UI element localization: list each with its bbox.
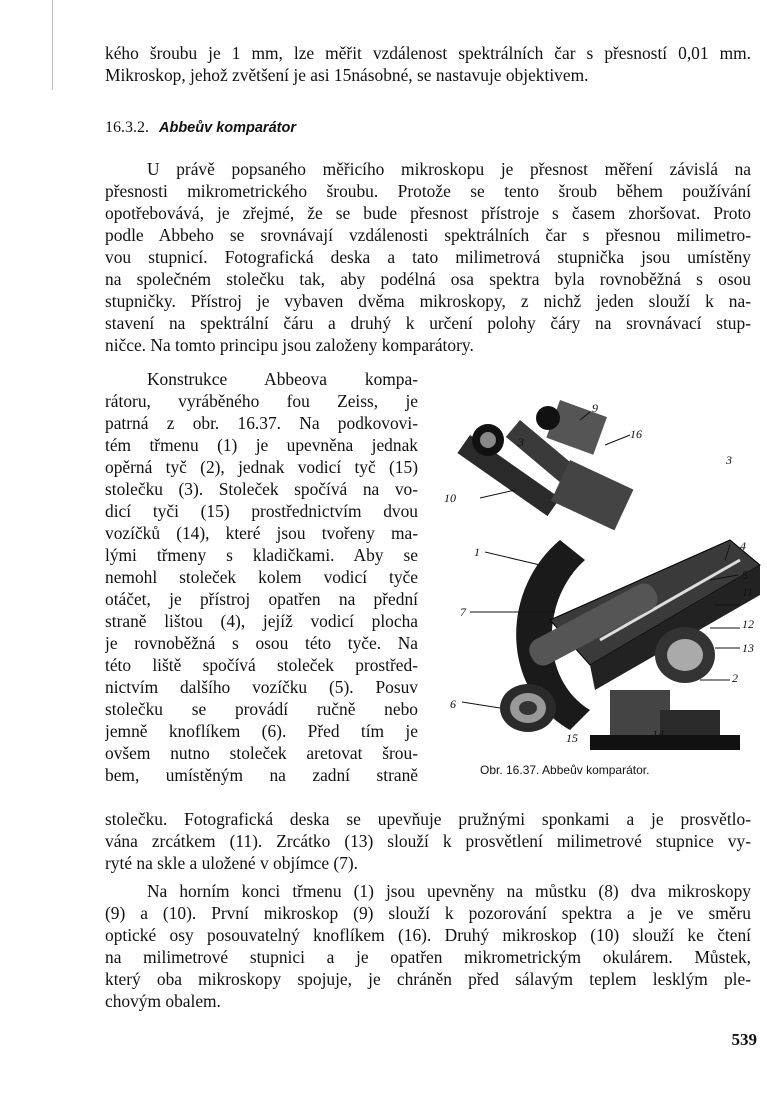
- text-line: vána zrcátkem (11). Zrcátko (13) slouží k prosvětlení milimetrové stupnice vy-: [105, 831, 751, 851]
- scan-margin-line: [52, 0, 53, 90]
- text-line: na společném stolečku tak, aby podélná osa spektra byla rovnoběžná s osou: [105, 269, 751, 289]
- text-line: opotřebovává, je zřejmé, že se bude přesnost přístroje s časem zhoršovat. Proto: [105, 203, 751, 223]
- section-title: Abbeův komparátor: [159, 120, 296, 136]
- figure-label-12: 12: [742, 617, 754, 631]
- figure-label-16: 16: [630, 427, 642, 441]
- paragraph-2-column: [105, 368, 418, 786]
- paragraph-3: [105, 880, 751, 1012]
- text-line: opěrná tyč (2), jednak vodicí tyč (15): [105, 457, 418, 477]
- text-line: otáčet, je přístroj opatřen na přední: [105, 589, 418, 609]
- text-line: stolečku se provádí ručně nebo: [105, 699, 418, 719]
- text-line: přesnosti mikrometrického šroubu. Protože se tento šroub během používání: [105, 181, 751, 201]
- figure-label-3-right: 3: [726, 453, 732, 467]
- text-line: U právě popsaného měřicího mikroskopu je přesnost měření závislá na: [147, 159, 751, 179]
- text-line: stolečku. Fotografická deska se upevňuje pružnými sponkami a je prosvětlo-: [105, 809, 751, 829]
- text-line: podle Abbeho se srovnávají vzdálenosti spektrálních čar s přesnou milimetro-: [105, 225, 751, 245]
- text-line: jemně knoflíkem (6). Před tím je: [105, 721, 418, 741]
- figure-label-5: 5: [742, 568, 748, 582]
- comparator-illustration: [457, 400, 760, 750]
- text-line: straně lištou (4), jejíž vodicí plocha: [105, 611, 418, 631]
- text-line: ovšem nutno stoleček aretovat šrou-: [105, 743, 418, 763]
- text-line: stolečku (3). Stoleček spočívá na vo-: [105, 479, 418, 499]
- text-line: lými třmeny s kladičkami. Aby se: [105, 545, 418, 565]
- text-line: této liště spočívá stoleček prostřed-: [105, 655, 418, 675]
- intro-paragraph: [105, 42, 751, 86]
- page-number: 539: [731, 1030, 757, 1049]
- text-line: který oba mikroskopy spojuje, je chráněn před sálavým teplem lesklým ple-: [105, 969, 751, 989]
- text-line: nemohl stoleček kolem vodicí tyče: [105, 567, 418, 587]
- section-heading: [105, 118, 296, 138]
- figure-label-9: 9: [592, 401, 598, 415]
- text-line: nictvím dalšího vozíčku (5). Posuv: [105, 677, 418, 697]
- text-line: Mikroskop, jehož zvětšení je asi 15násobné, se nastavuje objektivem.: [105, 65, 589, 85]
- text-line: dicí tyči (15) prostřednictvím dvou: [105, 501, 418, 521]
- text-line: je rovnoběžná s osou této tyče. Na: [105, 633, 418, 653]
- text-line: vou stupnicí. Fotografická deska a tato milimetrová stupnička jsou umístěny: [105, 247, 751, 267]
- comparator-figure: [440, 390, 762, 760]
- text-line: chovým obalem.: [105, 991, 221, 1011]
- text-line: optické osy posouvatelný knoflíkem (16). Druhý mikroskop (10) slouží ke čtení: [105, 925, 751, 945]
- figure-label-2: 2: [732, 671, 738, 685]
- paragraph-1: [105, 158, 751, 356]
- text-line: Konstrukce Abbeova kompa-: [147, 369, 418, 389]
- figure-label-15: 15: [566, 731, 578, 745]
- text-line: stavení na spektrální čáru a druhý k určení polohy čáry na srovnávací stup-: [105, 313, 751, 333]
- text-line: rátoru, vyráběného fou Zeiss, je: [105, 391, 418, 411]
- figure-label-13: 13: [742, 641, 754, 655]
- section-number: 16.3.2.: [105, 119, 149, 136]
- paragraph-2-continued: [105, 808, 751, 874]
- figure-label-10: 10: [444, 491, 456, 505]
- text-line: patrná z obr. 16.37. Na podkovovi-: [105, 413, 418, 433]
- text-line: kého šroubu je 1 mm, lze měřit vzdálenost spektrálních čar s přesností 0,01 mm.: [105, 43, 751, 63]
- figure-label-11: 11: [742, 585, 754, 599]
- text-line: tém třmenu (1) je upevněna jednak: [105, 435, 418, 455]
- text-line: vozíčků (14), které jsou tvořeny ma-: [105, 523, 418, 543]
- text-line: (9) a (10). První mikroskop (9) slouží k pozorování spektra a je ve směru: [105, 903, 751, 923]
- figure-caption: Obr. 16.37. Abbeův komparátor.: [480, 763, 650, 777]
- text-line: Na horním konci třmenu (1) jsou upevněny na můstku (8) dva mikroskopy: [147, 881, 751, 901]
- figure-label-1: 1: [474, 545, 480, 559]
- figure-label-6: 6: [450, 697, 456, 711]
- figure-label-7: 7: [460, 605, 466, 619]
- text-line: bem, umístěným na zadní straně: [105, 765, 418, 785]
- text-line: na milimetrové stupnici a je opatřen mikrometrickým okulárem. Můstek,: [105, 947, 751, 967]
- text-line: ryté na skle a uložené v objímce (7).: [105, 853, 359, 873]
- text-line: ničce. Na tomto principu jsou založeny komparátory.: [105, 335, 474, 355]
- text-line: stupničky. Přístroj je vybaven dvěma mikroskopy, z nichž jeden slouží k na-: [105, 291, 751, 311]
- figure-label-14: 14: [652, 727, 664, 741]
- figure-label-4: 4: [740, 539, 746, 553]
- figure-label-3-upper: 3: [518, 435, 524, 449]
